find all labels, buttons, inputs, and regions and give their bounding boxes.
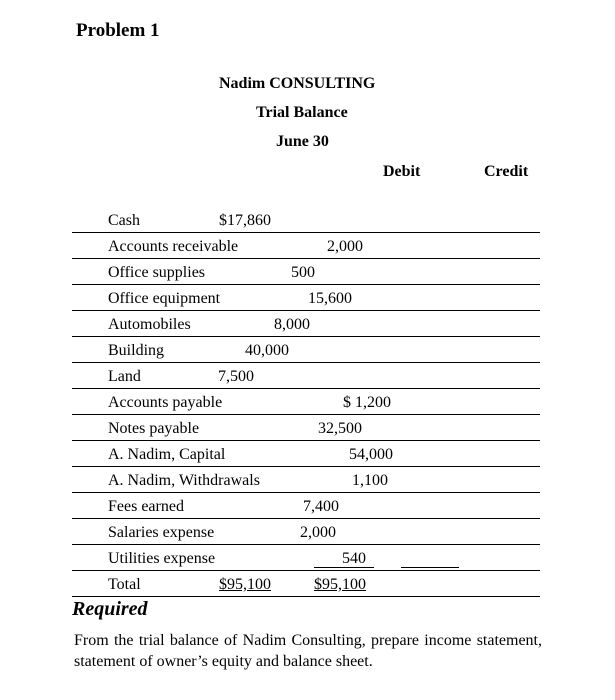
company-name: Nadim CONSULTING [219,75,376,92]
account-amount: 54,000 [349,446,393,463]
debit-column-header: Debit [383,163,421,180]
account-amount: 7,500 [218,368,254,385]
report-date: June 30 [276,133,329,150]
account-amount: 40,000 [245,342,289,359]
account-name: Building [108,342,165,359]
row-divider [72,388,540,389]
account-amount: 2,000 [300,524,336,541]
account-amount: 500 [291,264,315,281]
account-name: A. Nadim, Capital [108,446,226,463]
row-divider [72,232,540,233]
row-divider [72,544,540,545]
row-divider [72,492,540,493]
account-amount: 2,000 [327,238,363,255]
account-amount: 1,100 [352,472,388,489]
account-amount: 8,000 [274,316,310,333]
report-title: Trial Balance [256,104,348,121]
row-divider [72,570,540,571]
required-heading: Required [72,598,148,620]
row-divider [72,336,540,337]
row-divider [72,518,540,519]
total-debit: $95,100 [219,576,271,593]
account-name: Office equipment [108,290,221,307]
account-amount: $17,860 [219,212,271,229]
problem-title: Problem 1 [76,20,160,41]
row-divider [72,258,540,259]
account-amount: 7,400 [303,498,339,515]
account-name: Accounts payable [108,394,223,411]
credit-column-header: Credit [484,163,529,180]
account-name: Land [108,368,141,385]
account-name: Utilities expense [108,550,216,567]
account-name: Accounts receivable [108,238,239,255]
row-divider [72,466,540,467]
total-credit: $95,100 [314,576,366,593]
account-name: Salaries expense [108,524,215,541]
row-divider [72,596,540,597]
row-divider [72,414,540,415]
account-name: Notes payable [108,420,200,437]
account-name: Office supplies [108,264,206,281]
account-amount: 32,500 [318,420,362,437]
account-name: A. Nadim, Withdrawals [108,472,260,489]
row-divider [72,284,540,285]
account-amount: $ 1,200 [343,394,391,411]
account-name: Automobiles [108,316,191,333]
credit-total-rule [401,567,459,568]
row-divider [72,310,540,311]
debit-total-rule [314,567,374,568]
account-name: Cash [108,212,140,229]
account-amount: 540 [342,550,366,567]
account-amount: 15,600 [308,290,352,307]
row-divider [72,362,540,363]
total-label: Total [108,576,141,593]
account-name: Fees earned [108,498,184,515]
instructions-text: From the trial balance of Nadim Consulting, prepare income statement, statement of owner’s equity and balance sheet. [74,632,542,670]
row-divider [72,440,540,441]
